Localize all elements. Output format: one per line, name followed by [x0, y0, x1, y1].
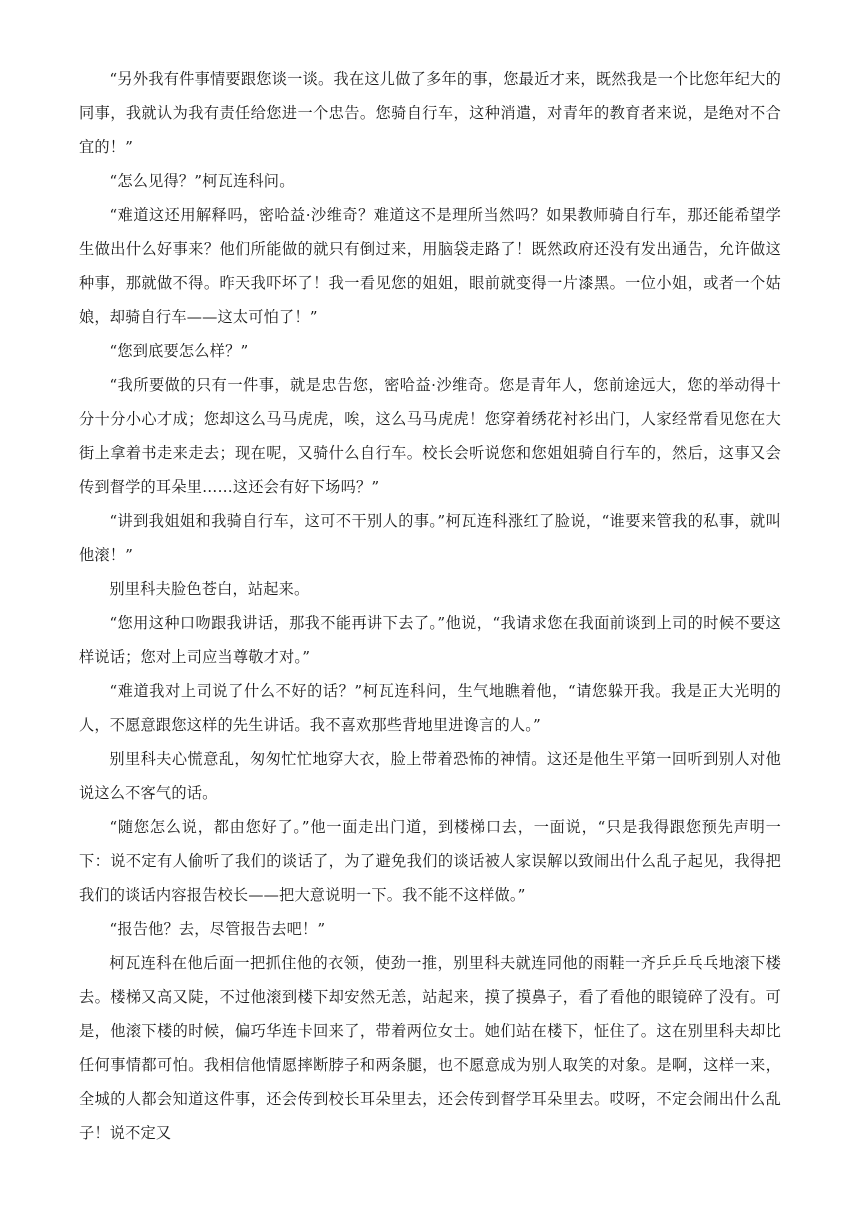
paragraph: “您到底要怎么样？”: [109, 342, 249, 360]
paragraph: “您用这种口吻跟我讲话，那我不能再讲下去了。”他说，“我请求您在我面前谈到上司的时候不要这样说话；您对上司应当尊敬才对。”: [79, 614, 781, 666]
paragraph: “另外我有件事情要跟您谈一谈。我在这儿做了多年的事，您最近才来，既然我是一个比您年纪大的同事，我就认为我有责任给您进一个忠告。您骑自行车，这种消遣，对青年的教育者来说，是绝对不合宜的！”: [79, 70, 781, 156]
paragraph: 别里科夫脸色苍白，站起来。: [109, 580, 310, 598]
paragraph: “难道我对上司说了什么不好的话？”柯瓦连科问，生气地瞧着他，“请您躲开我。我是正大光明的人，不愿意跟您这样的先生讲话。我不喜欢那些背地里进谗言的人。”: [79, 682, 781, 734]
paragraph: “讲到我姐姐和我骑自行车，这可不干别人的事。”柯瓦连科涨红了脸说，“谁要来管我的私事，就叫他滚！”: [79, 512, 781, 564]
paragraph: “报告他？去，尽管报告去吧！”: [109, 920, 326, 938]
paragraph: 别里科夫心慌意乱，匆匆忙忙地穿大衣，脸上带着恐怖的神情。这还是他生平第一回听到别人对他说这么不客气的话。: [79, 750, 781, 802]
paragraph: “难道这还用解释吗，密哈益·沙维奇？难道这不是理所当然吗？如果教师骑自行车，那还能希望学生做出什么好事来？他们所能做的就只有倒过来，用脑袋走路了！既然政府还没有发出通告，允许做这种事，那就做不得。昨天我吓坏了！我一看见您的姐姐，眼前就变得一片漆黑。一位小姐，或者一个姑娘，却骑自行车——这太可怕了！”: [79, 206, 781, 326]
document-page: [79, 62, 781, 1150]
paragraph: 柯瓦连科在他后面一把抓住他的衣领，使劲一推，别里科夫就连同他的雨鞋一齐乒乒乓乓地滚下楼去。楼梯又高又陡，不过他滚到楼下却安然无恙，站起来，摸了摸鼻子，看了看他的眼镜碎了没有。可是，他滚下楼的时候，偏巧华连卡回来了，带着两位女士。她们站在楼下，怔住了。这在别里科夫却比任何事情都可怕。我相信他情愿摔断脖子和两条腿，也不愿意成为别人取笑的对象。是啊，这样一来，全城的人都会知道这件事，还会传到校长耳朵里去，还会传到督学耳朵里去。哎呀，不定会闹出什么乱子！说不定又: [79, 954, 781, 1142]
paragraph: “我所要做的只有一件事，就是忠告您，密哈益·沙维奇。您是青年人，您前途远大，您的举动得十分十分小心才成；您却这么马马虎虎，唉，这么马马虎虎！您穿着绣花衬衫出门，人家经常看见您在大街上拿着书走来走去；现在呢，又骑什么自行车。校长会听说您和您姐姐骑自行车的，然后，这事又会传到督学的耳朵里……这还会有好下场吗？”: [79, 376, 781, 496]
paragraph: “怎么见得？”柯瓦连科问。: [109, 172, 295, 190]
paragraph: “随您怎么说，都由您好了。”他一面走出门道，到楼梯口去，一面说，“只是我得跟您预先声明一下：说不定有人偷听了我们的谈话了，为了避免我们的谈话被人家误解以致闹出什么乱子起见，我得把我们的谈话内容报告校长——把大意说明一下。我不能不这样做。”: [79, 818, 781, 904]
